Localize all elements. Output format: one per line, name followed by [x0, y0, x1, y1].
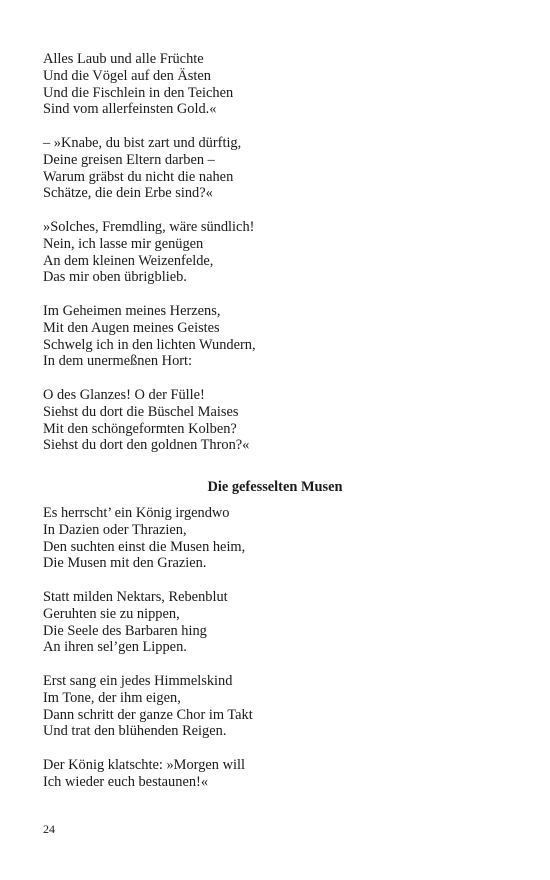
verse-line: Siehst du dort den goldnen Thron?«	[43, 437, 250, 454]
verse-line: An ihren sel’gen Lippen.	[43, 639, 187, 656]
verse-line: Und die Fischlein in den Teichen	[43, 84, 234, 101]
poem1-stanza-5	[43, 387, 249, 454]
verse-line: Siehst du dort die Büschel Maises	[43, 403, 239, 420]
verse-line: Es herrscht’ ein König irgendwo	[43, 505, 230, 521]
poem1-stanza-1	[43, 51, 233, 118]
verse-line: Ich wieder euch bestaunen!«	[43, 773, 209, 790]
verse-line: Die Musen mit den Grazien.	[43, 555, 207, 572]
poem2-stanza-4	[43, 757, 245, 791]
poem1-stanza-4	[43, 303, 256, 370]
verse-line: Im Tone, der ihm eigen,	[43, 689, 181, 706]
verse-line: Und die Vögel auf den Ästen	[43, 67, 211, 84]
verse-line: Und trat den blühenden Reigen.	[43, 723, 227, 740]
page-number: 24	[43, 822, 55, 836]
verse-line: Geruhten sie zu nippen,	[43, 605, 180, 622]
poem2-stanza-2	[43, 589, 228, 656]
poem1-stanza-2	[43, 135, 241, 202]
verse-line: Statt milden Nektars, Rebenblut	[43, 589, 228, 605]
verse-line: Schwelg ich in den lichten Wundern,	[43, 336, 256, 353]
verse-line: Deine greisen Eltern darben –	[43, 151, 215, 168]
verse-line: Im Geheimen meines Herzens,	[43, 303, 221, 319]
verse-line: Das mir oben übrigblieb.	[43, 269, 187, 286]
poem2-stanza-1	[43, 505, 245, 572]
verse-line: O des Glanzes! O der Fülle!	[43, 387, 205, 403]
verse-line: »Solches, Fremdling, wäre sündlich!	[43, 219, 255, 235]
verse-line: In dem unermeßnen Hort:	[43, 353, 193, 370]
verse-line: Alles Laub und alle Früchte	[43, 51, 204, 67]
verse-line: – »Knabe, du bist zart und dürftig,	[43, 135, 242, 151]
verse-line: Dann schritt der ganze Chor im Takt	[43, 706, 253, 723]
verse-line: Erst sang ein jedes Himmelskind	[43, 673, 233, 689]
verse-line: In Dazien oder Thrazien,	[43, 521, 187, 538]
verse-line: Nein, ich lasse mir genügen	[43, 235, 204, 252]
verse-line: Mit den schöngeformten Kolben?	[43, 420, 237, 437]
verse-line: Die Seele des Barbaren hing	[43, 622, 207, 639]
verse-line: Der König klatschte: »Morgen will	[43, 757, 245, 773]
verse-line: Den suchten einst die Musen heim,	[43, 538, 246, 555]
poem1-stanza-3	[43, 219, 254, 286]
verse-line: Schätze, die dein Erbe sind?«	[43, 185, 213, 202]
verse-line: An dem kleinen Weizenfelde,	[43, 252, 214, 269]
verse-line: Mit den Augen meines Geistes	[43, 319, 220, 336]
verse-line: Sind vom allerfeinsten Gold.«	[43, 101, 217, 118]
poem-title: Die gefesselten Musen	[207, 479, 343, 495]
poem2-stanza-3	[43, 673, 253, 740]
verse-line: Warum gräbst du nicht die nahen	[43, 168, 234, 185]
